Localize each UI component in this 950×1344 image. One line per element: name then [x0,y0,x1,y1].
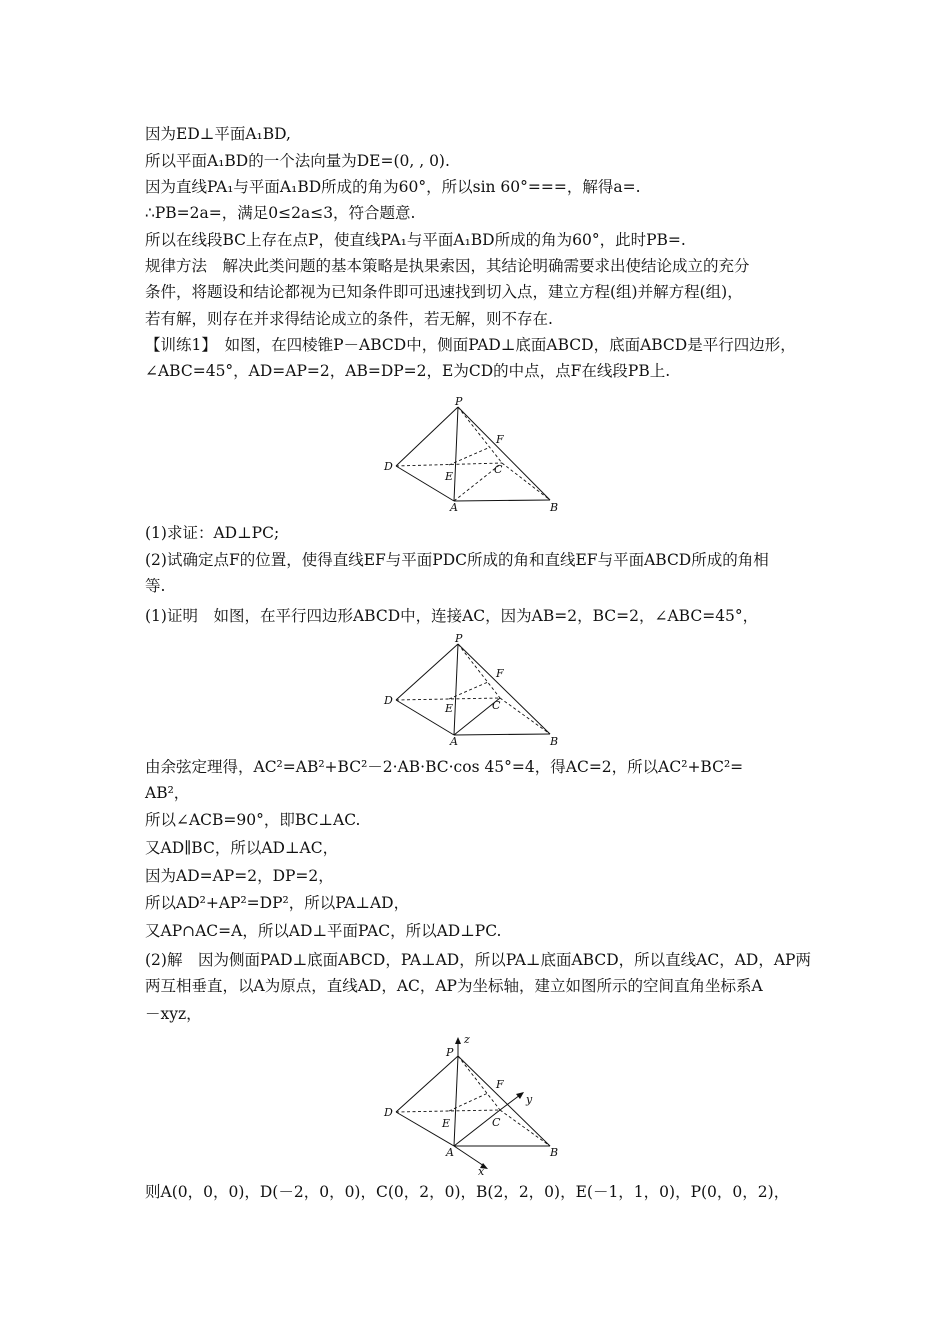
text-line-6: 规律方法 解决此类问题的基本策略是执果索因，其结论明确需要求出使结论成立的充分 [145,257,750,275]
text-line-19: 因为AD=AP=2，DP=2， [145,867,334,885]
label-b: B [550,735,559,748]
label-b: B [550,1146,559,1159]
pyramid-figure-2 [380,632,580,754]
text-line-13: 等. [145,577,166,595]
label-c: C [494,463,503,476]
label-f: F [496,667,504,680]
text-line-23: 两互相垂直，以A为原点，直线AD，AC，AP为坐标轴，建立如图所示的空间直角坐标系A [145,977,763,995]
label-d: D [384,1106,393,1119]
label-d: D [384,460,393,473]
text-line-11: (1)求证：AD⊥PC; [145,524,280,542]
text-line-12: (2)试确定点F的位置，使得直线EF与平面PDC所成的角和直线EF与平面ABCD所成的角相 [145,551,769,569]
label-p: P [455,632,463,645]
text-line-8: 若有解，则存在并求得结论成立的条件，若无解，则不存在. [145,310,553,328]
label-c: C [492,1116,501,1129]
axis-label-y: y [526,1093,533,1106]
pyramid-figure-3-coords [380,1032,590,1177]
label-e: E [445,702,454,715]
label-c: C [492,699,501,712]
label-d: D [384,694,393,707]
text-line-14: (1)证明 如图，在平行四边形ABCD中，连接AC，因为AB=2，BC=2，∠ABC=45°， [145,607,759,625]
text-line-9: 【训练1】 如图，在四棱锥P－ABCD中，侧面PAD⊥底面ABCD，底面ABCD是平行四边形， [145,336,796,354]
text-line-4: ∴PB=2a=，满足0≤2a≤3，符合题意. [145,204,416,222]
label-b: B [550,501,559,514]
text-line-3: 因为直线PA₁与平面A₁BD所成的角为60°，所以sin 60°===，解得a=. [145,178,641,196]
label-e: E [442,1117,451,1130]
label-f: F [496,1078,504,1091]
label-a: A [450,501,458,514]
text-line-2: 所以平面A₁BD的一个法向量为DE=(0, , 0). [145,152,450,170]
text-line-7: 条件，将题设和结论都视为已知条件即可迅速找到切入点，建立方程(组)并解方程(组)， [145,283,743,301]
label-a: A [450,735,458,748]
text-line-1: 因为ED⊥平面A₁BD, [145,125,291,143]
axis-label-z: z [464,1033,470,1046]
pyramid-figure-1 [380,395,580,517]
label-a: A [446,1146,454,1159]
text-line-21: 又AP∩AC=A，所以AD⊥平面PAC，所以AD⊥PC. [145,922,502,940]
text-line-22: (2)解 因为侧面PAD⊥底面ABCD，PA⊥AD，所以PA⊥底面ABCD，所以直线AC，AD，AP两 [145,951,811,969]
text-line-20: 所以AD²+AP²=DP²，所以PA⊥AD， [145,894,410,912]
label-p: P [446,1046,454,1059]
text-line-18: 又AD∥BC，所以AD⊥AC， [145,839,339,857]
label-e: E [445,470,454,483]
text-line-15: 由余弦定理得，AC²=AB²+BC²－2·AB·BC·cos 45°=4，得AC=2，所以AC²+BC²= [145,758,744,776]
text-line-16: AB²， [145,784,190,802]
label-f: F [496,433,504,446]
text-line-5: 所以在线段BC上存在点P，使直线PA₁与平面A₁BD所成的角为60°，此时PB=. [145,231,686,249]
label-p: P [455,395,463,408]
text-line-24: －xyz， [145,1005,202,1023]
text-line-25: 则A(0，0，0)，D(－2，0，0)，C(0，2，0)，B(2，2，0)，E(－1，1，0)，P(0，0，2)， [145,1183,790,1201]
text-line-10: ∠ABC=45°，AD=AP=2，AB=DP=2，E为CD的中点，点F在线段PB上. [145,362,671,380]
text-line-17: 所以∠ACB=90°，即BC⊥AC. [145,811,361,829]
axis-label-x: x [478,1165,485,1177]
